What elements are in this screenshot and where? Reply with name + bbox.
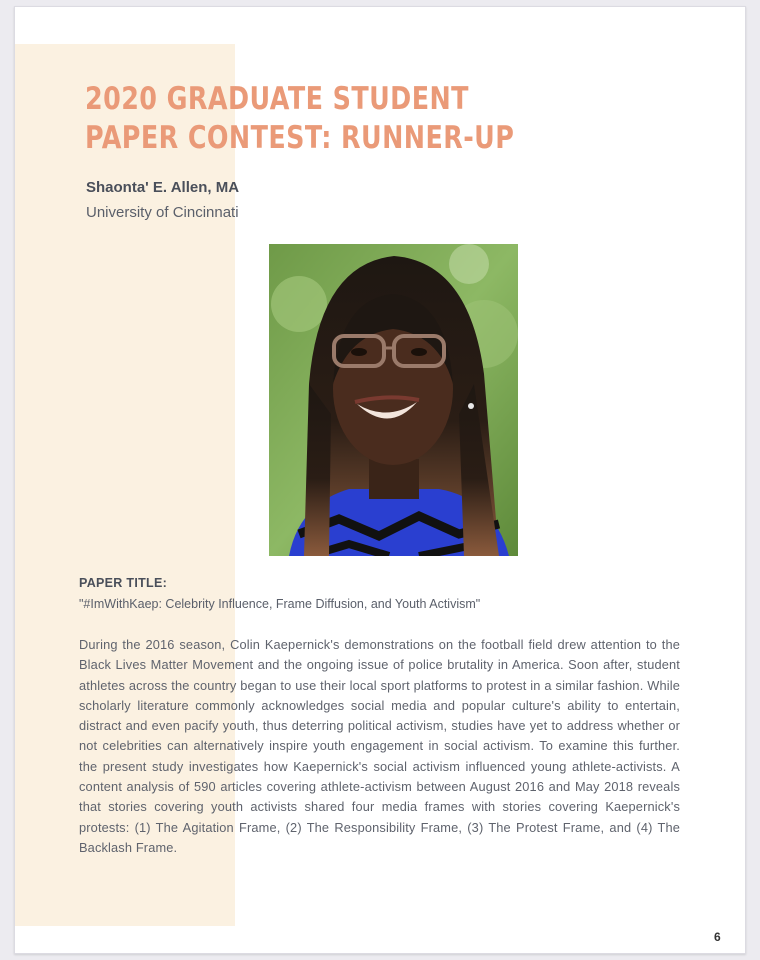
abstract-text: During the 2016 season, Colin Kaepernick's demonstrations on the football field drew attention to the Black Lives Matter Movement and the ongoing issue of police brutality in America. Soon after, student athletes across the country began to use their local sport platforms to protest in a similar fashion. While scholarly literature commonly acknowledges social media and popular culture's ability to entertain, distract and even pacify youth, thus deterring political activism, studies have yet to address whether or not celebrities can alternatively inspire youth engagement in social activism. To examine this further. the present study investigates how Kaepernick's social activism influenced young athlete-activists. A content analysis of 590 articles covering athlete-activism between August 2016 and May 2018 reveals that stories covering youth activists shared four media frames with stories covering Kaepernick's protests: (1) The Agitation Frame, (2) The Responsibility Frame, (3) The Protest Frame, and (4) The Backlash Frame.: [79, 637, 680, 855]
author-photo: [269, 244, 518, 556]
page-number: 6: [714, 930, 721, 944]
page-title: [85, 80, 514, 158]
title-line-2: PAPER CONTEST: RUNNER-UP: [85, 120, 515, 156]
title-line-1: 2020 GRADUATE STUDENT: [85, 81, 469, 117]
paper-title-label: PAPER TITLE:: [79, 576, 168, 590]
paper-title: "#ImWithKaep: Celebrity Influence, Frame Diffusion, and Youth Activism": [79, 597, 481, 611]
author-name: Shaonta' E. Allen, MA: [86, 179, 240, 196]
author-affiliation: University of Cincinnati: [86, 204, 239, 221]
